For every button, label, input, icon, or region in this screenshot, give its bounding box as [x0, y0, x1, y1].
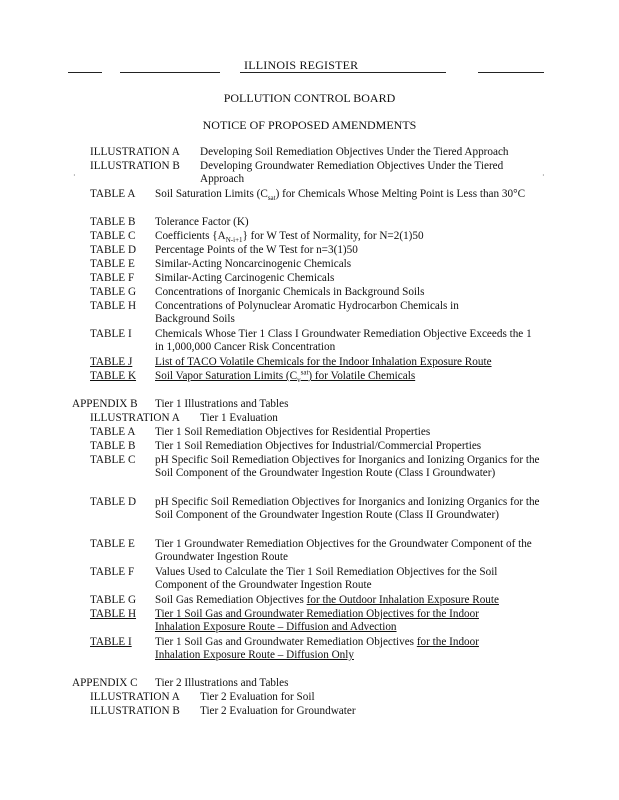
appendix-b-title: Tier 1 Illustrations and Tables — [155, 398, 289, 410]
appendix-c-label: APPENDIX C — [72, 677, 138, 689]
toc-label: TABLE F — [90, 272, 135, 284]
toc-label: TABLE A — [90, 426, 136, 438]
toc-desc: Tier 1 Soil Gas and Groundwater Remediation Objectives for the Indoor Inhalation Exposure Route – Diffusion Only — [155, 636, 479, 661]
toc-desc: Tolerance Factor (K) — [155, 216, 249, 228]
appendix-c-title: Tier 2 Illustrations and Tables — [155, 677, 289, 689]
toc-desc: Developing Soil Remediation Objectives Under the Tiered Approach — [200, 146, 509, 158]
toc-label: TABLE G — [90, 594, 137, 606]
toc-desc: Soil Gas Remediation Objectives for the Outdoor Inhalation Exposure Route — [155, 594, 499, 606]
toc-desc: Chemicals Whose Tier 1 Class I Groundwater Remediation Objective Exceeds the 1 in 1,000,000 Cancer Risk Concentration — [155, 328, 532, 353]
toc-desc: Concentrations of Polynuclear Aromatic Hydrocarbon Chemicals in Background Soils — [155, 300, 459, 325]
toc-desc: Tier 2 Evaluation for Groundwater — [200, 705, 356, 717]
toc-label: TABLE D — [90, 244, 137, 256]
toc-desc: Concentrations of Inorganic Chemicals in Background Soils — [155, 286, 425, 298]
toc-desc: Soil Vapor Saturation Limits $(C_v^{sat})$ for Volatile Chemicals — [155, 368, 416, 385]
toc-label: TABLE B — [90, 216, 136, 228]
toc-desc: Tier 2 Evaluation for Soil — [200, 691, 315, 703]
toc-label: TABLE G — [90, 286, 137, 298]
toc-desc: pH Specific Soil Remediation Objectives for Inorganics and Ionizing Organics for the Soil Component of the Groundwater Ingestion Route (Class I Groundwater) — [155, 454, 540, 479]
toc-desc: Percentage Points of the W Test for n=3(1)50 — [155, 244, 358, 256]
toc-label: TABLE C — [90, 230, 136, 242]
notice-title: NOTICE OF PROPOSED AMENDMENTS — [202, 118, 417, 132]
toc-desc: Similar-Acting Carcinogenic Chemicals — [155, 272, 335, 284]
toc-label: TABLE I — [90, 636, 132, 648]
toc-label: ILLUSTRATION B — [90, 160, 180, 172]
toc-label: ILLUSTRATION B — [90, 705, 180, 717]
toc-desc: Tier 1 Soil Remediation Objectives for Industrial/Commercial Properties — [155, 440, 482, 452]
toc-label: TABLE F — [90, 566, 135, 578]
toc-label: TABLE E — [90, 538, 135, 550]
toc-label: TABLE H — [90, 608, 137, 620]
agency-name: POLLUTION CONTROL BOARD — [223, 91, 396, 105]
toc-label: TABLE D — [90, 496, 137, 508]
toc-label: ILLUSTRATION A — [90, 412, 180, 424]
toc-label: ILLUSTRATION A — [90, 146, 180, 158]
toc-desc: Tier 1 Groundwater Remediation Objectives for the Groundwater Component of the Groundwater Ingestion Route — [155, 538, 532, 563]
toc-desc: Tier 1 Soil Remediation Objectives for Residential Properties — [155, 426, 431, 438]
scan-speck: · — [73, 171, 76, 180]
toc-desc: Tier 1 Soil Gas and Groundwater Remediation Objectives for the Indoor Inhalation Exposure Route – Diffusion and Advection — [155, 608, 479, 633]
toc-desc: Similar-Acting Noncarcinogenic Chemicals — [155, 258, 352, 270]
toc-desc: Values Used to Calculate the Tier 1 Soil Remediation Objectives for the Soil Component of the Groundwater Ingestion Route — [155, 566, 498, 591]
toc-label: TABLE J — [90, 356, 133, 368]
toc-desc: pH Specific Soil Remediation Objectives for Inorganics and Ionizing Organics for the Soil Component of the Groundwater Ingestion Route (Class II Groundwater) — [155, 496, 540, 521]
toc-label: TABLE K — [90, 370, 137, 382]
toc-desc: Developing Groundwater Remediation Objectives Under the Tiered Approach — [200, 160, 504, 185]
toc-label: TABLE I — [90, 328, 132, 340]
register-title: ILLINOIS REGISTER — [244, 58, 359, 72]
appendix-b-label: APPENDIX B — [72, 398, 138, 410]
toc-label: TABLE C — [90, 454, 136, 466]
toc-label: TABLE E — [90, 258, 135, 270]
toc-desc: Soil Saturation Limits $(C_{sat})$ for Chemicals Whose Melting Point is Less than 30°C — [155, 188, 526, 203]
toc-label: TABLE H — [90, 300, 137, 312]
scan-speck: · — [542, 171, 545, 180]
toc-desc: Coefficients $\{A_{N-i+1}\}$ for W Test of Normality, for N=2(1)50 — [155, 230, 424, 245]
toc-desc: List of TACO Volatile Chemicals for the Indoor Inhalation Exposure Route — [155, 356, 492, 368]
toc-label: TABLE A — [90, 188, 136, 200]
toc-label: ILLUSTRATION A — [90, 691, 180, 703]
toc-desc: Tier 1 Evaluation — [200, 412, 278, 424]
toc-label: TABLE B — [90, 440, 136, 452]
